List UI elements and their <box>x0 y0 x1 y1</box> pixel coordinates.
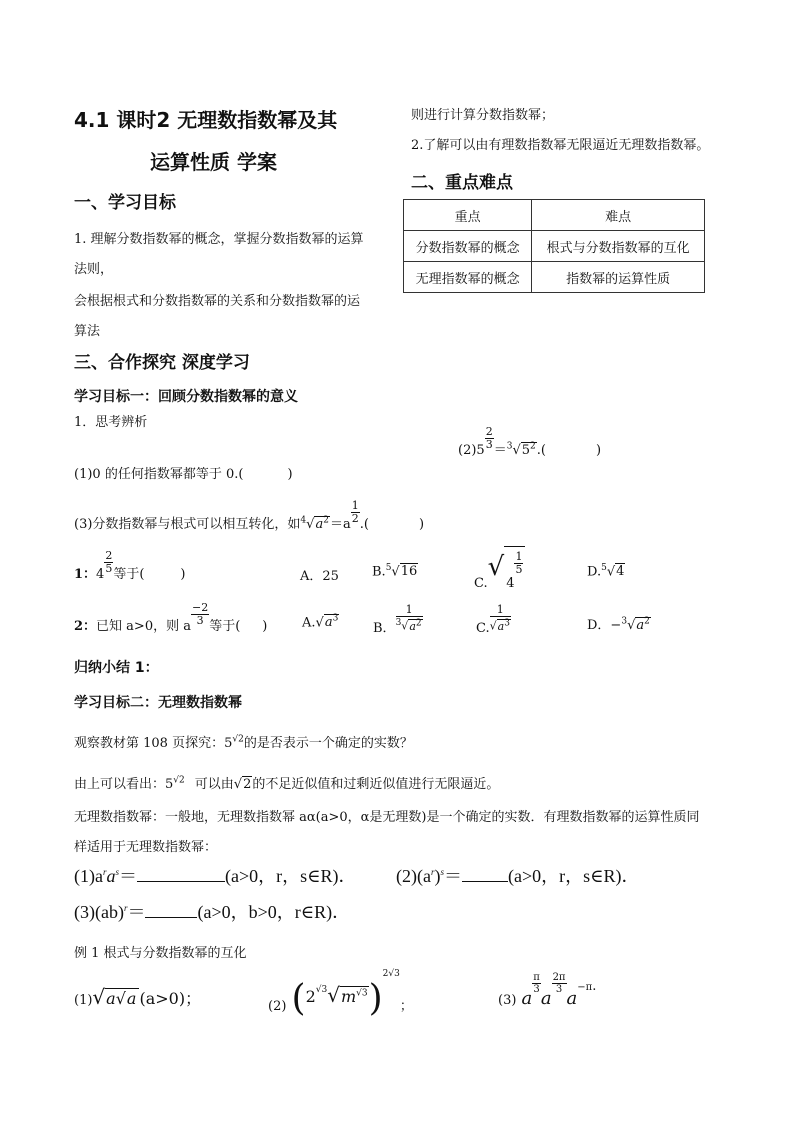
rule1-r: r <box>102 867 107 877</box>
radical-icon: √ <box>627 618 636 633</box>
rule-2 <box>396 862 639 888</box>
table-cell: 无理指数幂的概念 <box>404 262 532 293</box>
table-row <box>404 231 705 262</box>
q3-radicand-exp: 2 <box>323 515 329 526</box>
q3-exp-num: 1 <box>351 499 359 512</box>
p1-exp-den: 5 <box>105 562 113 575</box>
q3-eq: ＝a <box>329 517 351 532</box>
question-1-text: (1)0 的任何指数幂都等于 0.( <box>74 467 244 482</box>
p2-option-a-label: A. <box>302 615 316 631</box>
obs-prefix: 观察教材第 108 页探究： <box>74 736 225 751</box>
intro-line2: 2.了解可以由有理数指数幂无限逼近无理数指数幂。 <box>411 138 710 153</box>
page-title-line1: 4.1 课时2 无理数指数幂及其 <box>74 108 338 132</box>
q2-close: ) <box>595 443 602 458</box>
obs-exp: √2 <box>232 734 244 745</box>
ex3-a1: a <box>521 988 533 1009</box>
rule1-s: s <box>115 867 120 877</box>
p1-exp-num: 2 <box>105 549 113 562</box>
p2-exponent <box>191 602 209 627</box>
rule1-answer-blank[interactable] <box>137 881 225 882</box>
p2-option-c <box>476 603 511 636</box>
p2-d-radicand: a <box>636 618 645 633</box>
definition-line1: 无理数指数幂：一般地，无理数指数幂 aα(a>0，α是无理数)是一个确定的实数．有理数指数幂的运算性质同 <box>74 810 700 825</box>
rule3-prefix: (3)(ab) <box>74 902 124 922</box>
ex3-exp1 <box>532 972 541 995</box>
ex2-outer-exp: 2√3 <box>382 968 400 979</box>
p2-a-radicand-exp: 3 <box>332 614 339 624</box>
ex3-e3: −π <box>577 982 593 993</box>
ex1-tail: (a>0)； <box>139 989 202 1008</box>
q2-radicand-exp: 2 <box>530 441 536 452</box>
question-1-close: ) <box>287 467 293 482</box>
question-3 <box>74 499 425 537</box>
q2-exponent <box>485 426 494 451</box>
q2-radicand <box>521 442 537 458</box>
p1-base: 4 <box>96 567 105 582</box>
q2-exp-den: 3 <box>485 438 493 451</box>
ex3-a2: a <box>540 988 552 1009</box>
p2-b-den-exp: 2 <box>415 618 422 628</box>
left-paren: ( <box>291 978 306 1019</box>
rule-1 <box>74 862 356 888</box>
ex1-label: (1) <box>74 993 93 1008</box>
p1-option-a: A．25 <box>300 569 339 584</box>
p1-close: ) <box>180 567 186 582</box>
goal1-heading: 学习目标一：回顾分数指数幂的意义 <box>74 389 298 405</box>
table-cell: 指数幂的运算性质 <box>532 262 705 293</box>
radical-icon: √ <box>487 552 505 582</box>
p2-text: 已知 a>0，则 a <box>96 619 191 634</box>
p2-exp-num-val: 2 <box>201 601 209 614</box>
q2-root-index: 3 <box>506 441 513 452</box>
ex1-body: a <box>106 989 116 1008</box>
radical-icon: √ <box>327 983 340 1007</box>
p2-b-den-radicand: a <box>409 619 416 633</box>
p2-option-c-label: C. <box>476 620 490 636</box>
p1-tail: 等于( <box>113 567 145 582</box>
q2-eq: ＝ <box>493 443 507 458</box>
p1-option-c-label: C. <box>474 576 488 591</box>
q2-prefix: (2)5 <box>458 443 485 458</box>
example-1-title: 例 1 根式与分数指数幂的互化 <box>74 946 247 961</box>
radical-icon: √ <box>401 619 409 633</box>
q2-tail: .( <box>536 443 546 458</box>
q2-radicand-base: 5 <box>521 443 531 458</box>
ex3-exp2 <box>552 972 567 995</box>
p1-option-d-index: 5 <box>601 563 607 573</box>
p1-option-b-index: 5 <box>385 563 392 573</box>
from-exp: √2 <box>173 775 185 786</box>
p1-option-c-base: 4 <box>506 576 515 591</box>
rule2-s: s <box>440 867 445 877</box>
rule2-prefix: (2)(a <box>396 866 431 886</box>
p1-c-exp-num: 1 <box>515 550 523 563</box>
goal-para2-line2: 算法 <box>74 324 101 339</box>
rule2-cond: (a>0，r，s∈R)． <box>508 866 640 886</box>
ex3-e1-num: π <box>533 972 540 983</box>
table-cell: 分数指数幂的概念 <box>404 231 532 262</box>
rule3-r: r <box>123 903 128 913</box>
q3-prefix: (3)分数指数幂与根式可以相互转化，如 <box>74 517 301 532</box>
p1-option-b-label: B. <box>372 564 386 580</box>
intro-line1: 则进行计算分数指数幂； <box>411 108 555 123</box>
p1-option-d-label: D. <box>587 564 602 580</box>
p2-b-den <box>396 617 423 633</box>
summary-1: 归纳小结 1： <box>74 660 159 676</box>
table-header-cell: 重点 <box>404 200 532 231</box>
p2-c-den <box>490 617 511 633</box>
p2-c-den-radicand: a <box>497 619 505 633</box>
obs-base: 5 <box>224 736 233 751</box>
p2-c-den-exp: 3 <box>504 618 510 628</box>
p1-option-d-radicand: 4 <box>616 564 625 580</box>
obs-tail: 的是否表示一个确定的实数？ <box>243 736 413 751</box>
table-header-row <box>404 200 705 231</box>
p2-b-den-index: 3 <box>395 618 402 628</box>
ex3-e2-den: 3 <box>555 984 563 995</box>
from-mid: 可以由 <box>194 777 234 792</box>
p2-d-index: 3 <box>621 616 628 627</box>
p1-option-c-exponent <box>514 551 523 576</box>
p2-minus: − <box>191 601 202 614</box>
rule2-paren: ) <box>434 866 441 886</box>
from-base: 5 <box>165 777 174 792</box>
ex2-tail: ； <box>399 999 413 1014</box>
p2-option-d-label: D．− <box>587 618 622 633</box>
ex2-label: (2) <box>268 999 287 1014</box>
key-difficulty-table <box>403 199 705 293</box>
p2-close: ) <box>262 619 268 634</box>
ex2-radicand: m <box>340 987 357 1006</box>
ex3-label: (3) <box>498 993 517 1008</box>
from-prefix: 由上可以看出： <box>74 777 166 792</box>
example-1-part3 <box>498 972 597 1009</box>
p2-a-radicand-base: a <box>324 615 333 631</box>
rule3-answer-blank[interactable] <box>145 917 197 918</box>
right-paren: ) <box>368 978 383 1019</box>
goal-para1-line2: 法则， <box>74 262 114 277</box>
ex2-radicand-exp: √3 <box>356 988 368 999</box>
p2-d-exp: 2 <box>644 616 650 627</box>
from-tail: 的不足近似值和过剩近似值进行无限逼近。 <box>252 777 500 792</box>
q3-exponent <box>351 500 360 525</box>
rule1-cond: (a>0，r，s∈R)． <box>225 866 357 886</box>
radical-icon: √ <box>233 777 243 792</box>
radical-icon: √ <box>489 619 497 633</box>
radical-icon: √ <box>115 989 126 1008</box>
p1-c-exp-den: 5 <box>515 563 523 576</box>
p2-a-radicand <box>324 614 340 630</box>
table-row <box>404 262 705 293</box>
practice-2-label: 2： <box>74 619 97 634</box>
p2-option-b-fraction <box>396 604 423 633</box>
rule1-eq: ＝ <box>119 866 138 886</box>
q3-close: ) <box>418 517 425 532</box>
practice-1-label: 1： <box>74 567 97 582</box>
section3-heading: 三、合作探究 深度学习 <box>74 353 250 373</box>
goal-para1-line1: 1. 理解分数指数幂的概念，掌握分数指数幂的运算 <box>74 232 364 247</box>
p2-option-c-fraction <box>490 604 511 633</box>
ex3-a3: a <box>566 988 578 1009</box>
radical-icon: √ <box>512 443 521 458</box>
goal2-heading: 学习目标二：无理数指数幂 <box>74 695 242 711</box>
radical-icon: √ <box>606 564 616 580</box>
goal-para2-line1: 会根据根式和分数指数幂的关系和分数指数幂的运 <box>74 294 361 309</box>
p1-option-c <box>474 540 525 591</box>
ex3-tail: . <box>592 979 597 994</box>
p2-option-a <box>302 614 339 630</box>
table-header-cell: 难点 <box>532 200 705 231</box>
p2-b-num: 1 <box>396 604 423 617</box>
p2-tail: 等于( <box>209 619 241 634</box>
question-1 <box>74 463 293 482</box>
p1-option-b <box>372 563 418 579</box>
definition-line2: 样适用于无理数指数幂： <box>74 840 218 855</box>
page-title-line2: 运算性质 学案 <box>150 150 277 174</box>
p2-exp-den: 3 <box>196 614 204 627</box>
rule3-cond: (a>0，b>0，r∈R)． <box>197 902 351 922</box>
ex3-e2-num: 2π <box>552 972 566 983</box>
p1-option-b-radicand: 16 <box>400 564 418 580</box>
think-label: 1．思考辨析 <box>74 415 148 430</box>
table-cell: 根式与分数指数幂的互化 <box>532 231 705 262</box>
radical-icon: √ <box>306 517 315 532</box>
rule1-prefix: (1)a <box>74 866 103 886</box>
rule-3 <box>74 898 350 924</box>
practice-2 <box>74 601 268 639</box>
rule2-eq: ＝ <box>444 866 463 886</box>
radical-icon: √ <box>315 615 324 631</box>
rule2-r: r <box>430 867 435 877</box>
p2-option-b-label: B． <box>373 620 396 636</box>
p2-option-b <box>373 603 423 636</box>
section2-heading: 二、重点难点 <box>411 173 513 193</box>
p1-option-d <box>587 563 625 579</box>
practice-1 <box>74 549 186 587</box>
q3-tail: .( <box>359 517 369 532</box>
example-1-part2 <box>268 968 413 1019</box>
q3-radicand <box>314 516 330 532</box>
q2-exp-num: 2 <box>485 425 493 438</box>
conclusion-line <box>74 773 499 792</box>
rule3-eq: ＝ <box>127 902 146 922</box>
p2-option-d <box>587 614 651 633</box>
p2-c-num: 1 <box>490 604 511 617</box>
q3-exp-den: 2 <box>351 512 359 525</box>
q3-root-index: 4 <box>300 515 307 526</box>
rule1-a2: a <box>106 866 116 886</box>
section1-heading: 一、学习目标 <box>74 193 176 213</box>
rule2-answer-blank[interactable] <box>462 881 508 882</box>
radical-icon: √ <box>391 564 400 580</box>
observation-line <box>74 732 413 751</box>
question-2 <box>458 425 602 463</box>
q3-radicand-base: a <box>315 517 324 532</box>
from-sqrt: 2 <box>243 777 252 792</box>
p1-exponent <box>104 550 113 575</box>
radical-icon: √ <box>92 985 106 1009</box>
example-1-part1 <box>74 985 201 1009</box>
ex1-inner: a <box>126 989 137 1008</box>
ex2-base: 2 <box>305 987 316 1006</box>
ex2-base-exp: √3 <box>315 984 328 995</box>
ex3-e1-den: 3 <box>533 984 540 995</box>
